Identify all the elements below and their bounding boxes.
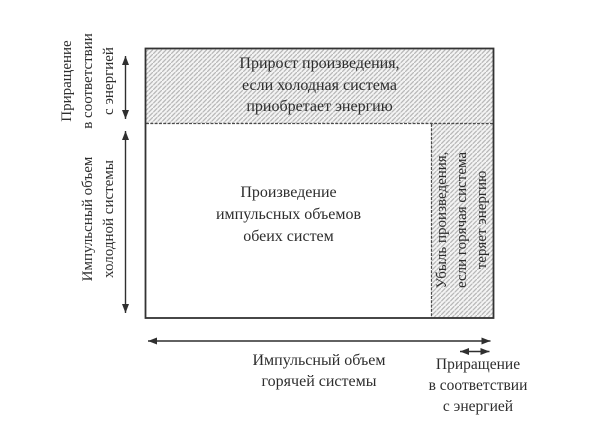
right-strip-label xyxy=(432,120,492,320)
label-line: в соответствии xyxy=(79,33,96,129)
top-strip-label xyxy=(146,49,493,122)
label-line: если холодная система xyxy=(242,76,397,94)
label-line: Произведение xyxy=(240,184,337,201)
main-area-label xyxy=(146,122,431,316)
label-line: Приращение xyxy=(435,355,521,373)
left-increment-label xyxy=(56,24,120,138)
label-line: Убыль произведения, xyxy=(434,151,450,289)
label-line: с энергией xyxy=(100,47,117,115)
label-line: Приращение xyxy=(58,40,75,122)
label-line: горячей системы xyxy=(261,373,377,390)
label-line: если горячая система xyxy=(454,151,470,289)
cold-system-volume-label xyxy=(78,149,120,289)
label-line: импульсных объемов xyxy=(215,206,362,223)
label-line: Импульсный объем xyxy=(252,352,386,369)
label-line: обеих систем xyxy=(243,228,334,245)
label-line: теряет энергию xyxy=(474,170,490,270)
label-line: приобретает энергию xyxy=(246,98,393,116)
label-line: Импульсный объем xyxy=(80,156,96,282)
label-line: в соответствии xyxy=(428,376,528,394)
bottom-increment-label xyxy=(410,352,546,418)
label-line: с энергией xyxy=(442,397,514,415)
label-line: Прирост произведения, xyxy=(239,55,400,73)
label-line: холодной системы xyxy=(101,160,117,278)
